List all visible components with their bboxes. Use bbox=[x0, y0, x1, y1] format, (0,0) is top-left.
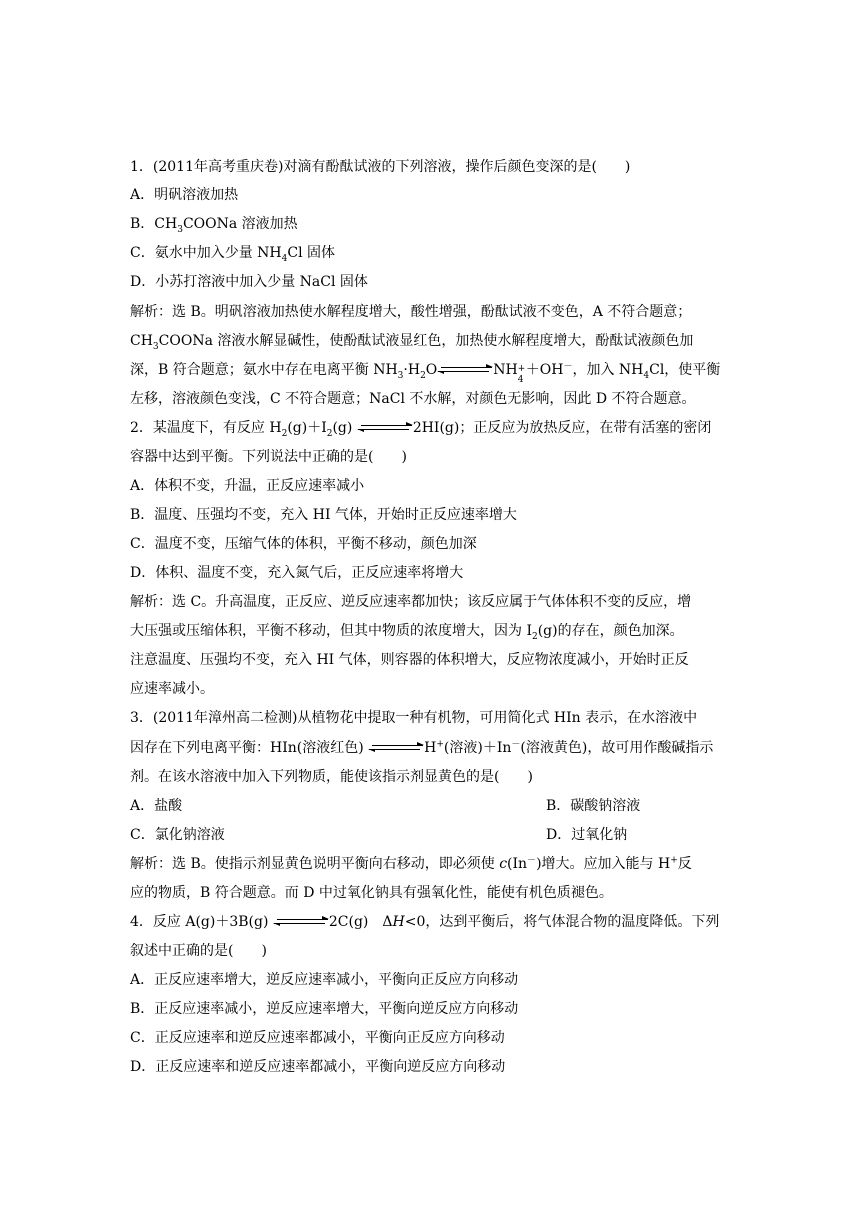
q3-option-a: A．盐酸 bbox=[130, 798, 183, 814]
q4-option-a: A．正反应速率增大，逆反应速率减小，平衡向正反应方向移动 bbox=[130, 972, 519, 988]
q2-stem-1: 2．某温度下，有反应 $H_2(g)+I_2(g)$ 2HI(g)；正反应为放热反应，在带有活塞的密闭 bbox=[130, 420, 712, 439]
q3-option-d: D．过氧化钠 bbox=[546, 827, 628, 843]
q4-stem-1: 4．反应 A(g)＋3B(g) 2C(g) ΔH<0，达到平衡后，将气体混合物的温度降低。下列 bbox=[130, 914, 720, 930]
q2-explanation-4: 应速率减小。 bbox=[130, 681, 214, 697]
q3-option-b: B．碳酸钠溶液 bbox=[546, 798, 641, 814]
q2-option-d: D．体积、温度不变，充入氮气后，正反应速率将增大 bbox=[130, 565, 464, 581]
equilibrium-arrow-icon bbox=[274, 917, 328, 927]
q3-stem-1: 3．(2011年漳州高二检测)从植物花中提取一种有机物，可用简化式 HIn 表示，在水溶液中 bbox=[130, 710, 698, 726]
q2-explanation-3: 注意温度、压强均不变，充入 HI 气体，则容器的体积增大，反应物浓度减小，开始时正反 bbox=[130, 652, 689, 668]
q1-option-c: C．氨水中加入少量 $NH_4Cl$ 固体 bbox=[130, 245, 335, 264]
q2-option-a: A．体积不变，升温，正反应速率减小 bbox=[130, 478, 365, 494]
q1-option-b: B．$CH_3COONa$ 溶液加热 bbox=[130, 216, 298, 235]
q4-option-b: B．正反应速率减小，逆反应速率增大，平衡向逆反应方向移动 bbox=[130, 1001, 519, 1017]
q1-explanation-4: 左移，溶液颜色变浅，C 不符合题意；NaCl 不水解，对颜色无影响，因此 D 不符合题意。 bbox=[130, 391, 696, 407]
q2-stem-2: 容器中达到平衡。下列说法中正确的是( ) bbox=[130, 449, 407, 465]
q3-options-row-2 bbox=[130, 825, 740, 845]
q3-explanation-2: 应的物质，B 符合题意。而 D 中过氧化钠具有强氧化性，能使有机色质褪色。 bbox=[130, 885, 613, 901]
q3-explanation-1: 解析：选 B。使指示剂显黄色说明平衡向右移动，即必须使 c(In－)增大。应加入能与 H+反 bbox=[130, 855, 692, 872]
q3-stem-3: 剂。在该水溶液中加入下列物质，能使该指示剂显黄色的是( ) bbox=[130, 769, 533, 785]
q4-option-c: C．正反应速率和逆反应速率都减小，平衡向正反应方向移动 bbox=[130, 1030, 505, 1046]
q2-option-c: C．温度不变，压缩气体的体积，平衡不移动，颜色加深 bbox=[130, 536, 477, 552]
q1-explanation-2: $CH_3COONa$ 溶液水解显碱性，使酚酞试液显红色，加热使水解程度增大，酚酞试液颜色加 bbox=[130, 333, 694, 352]
q1-explanation-3: 深，B 符合题意；氨水中存在电离平衡 $NH_3\cdot H_2O$ NH + 4 ＋OH－，加入 $NH_4Cl$，使平衡 bbox=[130, 361, 721, 385]
q3-options-row-1 bbox=[130, 796, 740, 816]
equilibrium-arrow-icon bbox=[369, 743, 423, 753]
q2-explanation-1: 解析：选 C。升高温度，正反应、逆反应速率都加快；该反应属于气体体积不变的反应，增 bbox=[130, 594, 692, 610]
q1-explanation-1: 解析：选 B。明矾溶液加热使水解程度增大，酸性增强，酚酞试液不变色，A 不符合题意； bbox=[130, 304, 692, 320]
q1-stem: 1．(2011年高考重庆卷)对滴有酚酞试液的下列溶液，操作后颜色变深的是( ) bbox=[130, 159, 631, 175]
q1-option-a: A．明矾溶液加热 bbox=[130, 187, 239, 203]
q2-explanation-2: 大压强或压缩体积，平衡不移动，但其中物质的浓度增大，因为 $I_2(g)$的存在，颜色加深。 bbox=[130, 623, 684, 642]
q4-option-d: D．正反应速率和逆反应速率都减小，平衡向逆反应方向移动 bbox=[130, 1059, 506, 1075]
q3-stem-2: 因存在下列电离平衡：HIn(溶液红色) H+(溶液)＋In－(溶液黄色)，故可用作酸碱指示 bbox=[130, 739, 714, 756]
q4-stem-2: 叙述中正确的是( ) bbox=[130, 943, 267, 959]
q3-option-c: C．氯化钠溶液 bbox=[130, 827, 225, 843]
equilibrium-arrow-icon bbox=[438, 365, 492, 375]
q2-option-b: B．温度、压强均不变，充入 HI 气体，开始时正反应速率增大 bbox=[130, 507, 517, 523]
equilibrium-arrow-icon bbox=[358, 423, 412, 433]
q1-option-d: D．小苏打溶液中加入少量 NaCl 固体 bbox=[130, 274, 368, 290]
